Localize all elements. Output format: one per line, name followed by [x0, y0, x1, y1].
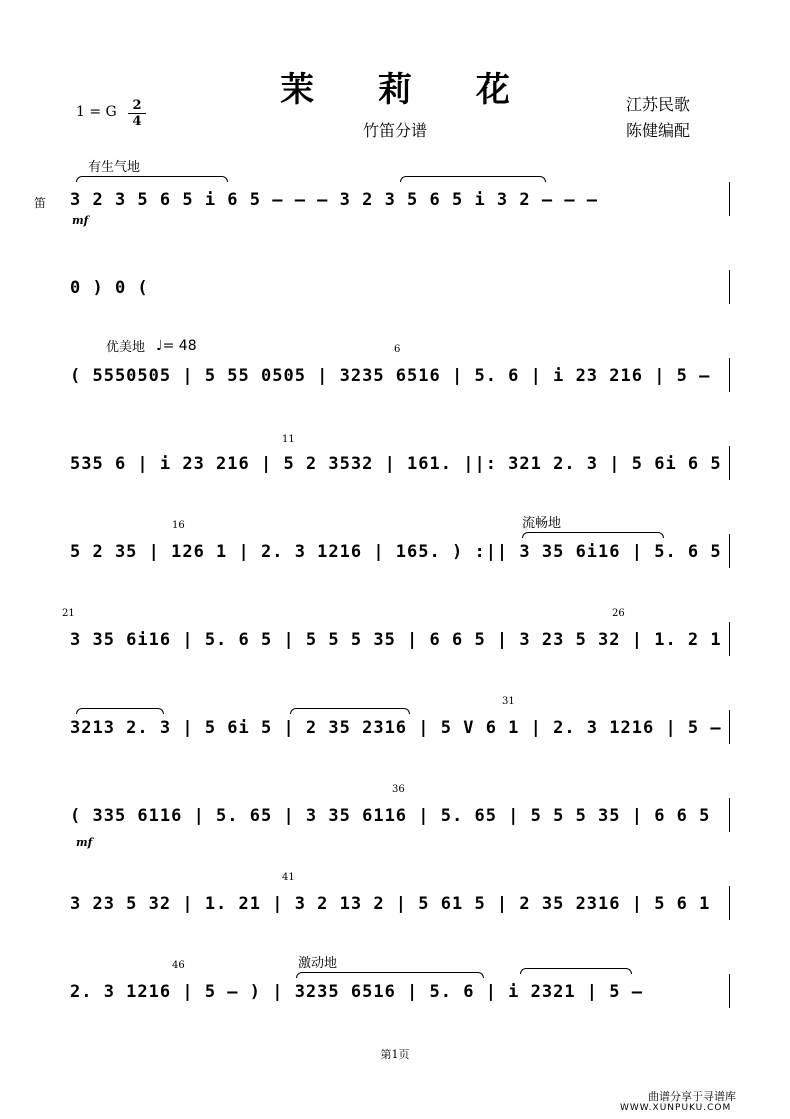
barline [729, 446, 730, 480]
slur [290, 708, 410, 714]
page-title: 茉 莉 花 [280, 70, 536, 110]
barline [729, 974, 730, 1008]
measure-number: 16 [172, 520, 185, 531]
measure-number: 31 [502, 696, 515, 707]
subtitle: 竹笛分谱 [362, 121, 427, 140]
expression-lively: 有生气地 [88, 160, 141, 175]
slur [520, 968, 632, 974]
slur [296, 972, 484, 978]
slur [76, 708, 164, 714]
measure-number: 36 [392, 784, 405, 795]
expression-flowing: 流畅地 [522, 516, 562, 531]
notation-system-7: 3213 2. 3 | 5 6i 5 | 2 35 2316 | 5 V 6 1 | 2. 3 1216 | 5 – [70, 718, 722, 738]
watermark-url: WWW.XUNPUKU.COM [620, 1103, 732, 1113]
page-number: 第1页 [380, 1048, 410, 1061]
measure-number: 21 [62, 608, 75, 619]
time-signature [128, 98, 146, 129]
notation-system-6: 3 35 6i16 | 5. 6 5 | 5 5 5 35 | 6 6 5 | 3 23 5 32 | 1. 2 1 [70, 630, 722, 650]
time-signature-bottom: 4 [128, 113, 146, 129]
time-signature-top: 2 [132, 98, 142, 113]
expression-graceful: 优美地 [106, 340, 146, 355]
barline [729, 182, 730, 216]
measure-number: 46 [172, 960, 185, 971]
credit-arranger: 陈健编配 [626, 121, 691, 140]
barline [729, 358, 730, 392]
notation-system-5: 5 2 35 | 126 1 | 2. 3 1216 | 165. ) :|| 3 35 6i16 | 5. 6 5 [70, 542, 722, 562]
barline [729, 622, 730, 656]
measure-number: 26 [612, 608, 625, 619]
slur [76, 176, 228, 182]
slur [522, 532, 664, 538]
notation-system-9: 3 23 5 32 | 1. 21 | 3 2 13 2 | 5 61 5 | 2 35 2316 | 5 6 1 [70, 894, 711, 914]
tempo-marking: ♩= 48 [156, 338, 197, 354]
notation-system-4: 535 6 | i 23 216 | 5 2 3532 | 161. ||: 321 2. 3 | 5 6i 6 5 [70, 454, 722, 474]
dynamic-mark-2: mf [76, 836, 93, 849]
instrument-label: 笛 [34, 196, 47, 210]
notation-system-1: 3 2 3 5 6 5 i 6 5 – – – 3 2 3 5 6 5 i 3 2 – – – [70, 190, 599, 210]
credit-origin: 江苏民歌 [626, 95, 691, 114]
dynamic-mark-1: mf [72, 214, 89, 227]
key-signature: 1 = G [76, 104, 117, 120]
measure-number: 11 [282, 434, 295, 445]
slur [400, 176, 546, 182]
barline [729, 886, 730, 920]
notation-system-2: 0 ) 0 ( [70, 278, 149, 298]
barline [729, 270, 730, 304]
notation-system-8: ( 335 6116 | 5. 65 | 3 35 6116 | 5. 65 | 5 5 5 35 | 6 6 5 [70, 806, 711, 826]
barline [729, 710, 730, 744]
barline [729, 534, 730, 568]
measure-number: 6 [394, 344, 401, 355]
barline [729, 798, 730, 832]
expression-excited: 激动地 [298, 956, 338, 971]
notation-system-10: 2. 3 1216 | 5 – ) | 3235 6516 | 5. 6 | i 2321 | 5 – [70, 982, 643, 1002]
measure-number: 41 [282, 872, 295, 883]
watermark-text: 曲谱分享于寻谱库 [648, 1090, 736, 1103]
notation-system-3: ( 5550505 | 5 55 0505 | 3235 6516 | 5. 6 | i 23 216 | 5 – [70, 366, 711, 386]
